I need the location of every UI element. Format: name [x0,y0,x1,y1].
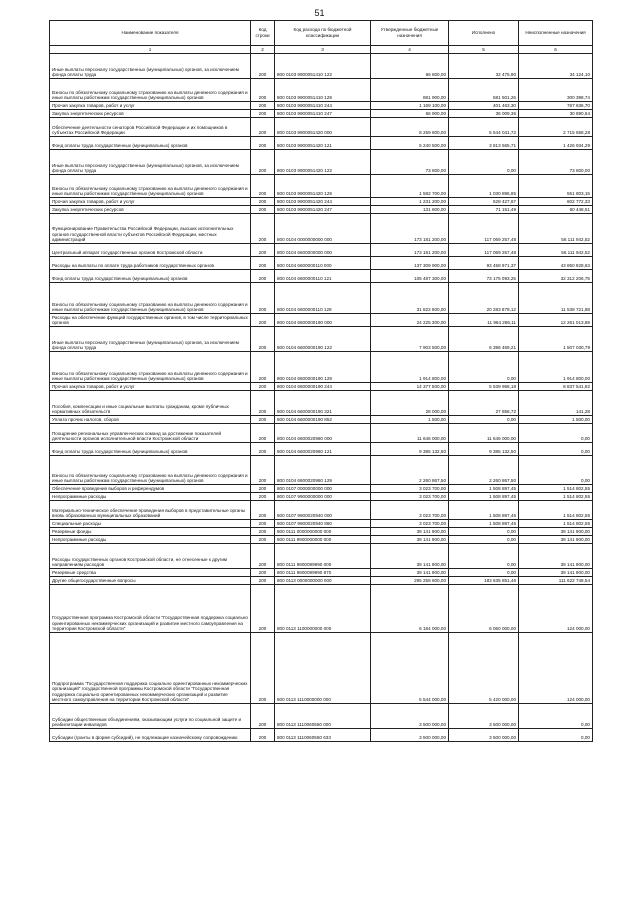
row-code-cell: 200 [251,102,275,110]
row-code-cell: 200 [251,244,275,257]
row-approved-cell: 131 600,00 [371,206,449,214]
row-name-cell: Расходы на обеспечение функций государственных органов, в том числе территориальных органов [50,314,251,327]
row-kbk-cell: 800 0103 9900051410 122 [275,54,371,79]
row-code-cell: 200 [251,314,275,327]
row-executed-cell: 1 508 897,45 [449,520,519,528]
row-name-cell: Иные выплаты персоналу государственных (муниципальных) органов, за исключением фонда оплаты труда [50,150,251,175]
row-code-cell: 200 [251,270,275,283]
row-approved-cell: 11 646 000,00 [371,424,449,443]
column-number: 3 [275,46,371,54]
row-approved-cell: 3 500 000,00 [371,729,449,742]
row-unexecuted-cell: 32 312 206,75 [519,270,593,283]
row-executed-cell: 71 151,49 [449,206,519,214]
row-executed-cell: 73 175 093,25 [449,270,519,283]
row-kbk-cell: 800 0107 0000000000 000 [275,485,371,493]
table-row [50,569,593,577]
row-approved-cell: 1 169 100,00 [371,102,449,110]
row-unexecuted-cell: 1 514 802,55 [519,501,593,520]
row-unexecuted-cell: 124 000,00 [519,633,593,704]
row-executed-cell: 27 858,72 [449,391,519,416]
row-kbk-cell: 800 0113 1100000000 000 [275,585,371,633]
table-row [50,198,593,206]
row-unexecuted-cell: 1 514 802,55 [519,493,593,501]
row-unexecuted-cell: 2 715 558,28 [519,118,593,137]
row-code-cell: 200 [251,585,275,633]
row-approved-cell: 39 141 900,00 [371,536,449,544]
row-name-cell: Прочая закупка товаров, работ и услуг [50,383,251,391]
row-name-cell: Резервные средства [50,569,251,577]
row-unexecuted-cell: 12 261 013,89 [519,314,593,327]
row-executed-cell: 11 646 000,00 [449,424,519,443]
row-code-cell: 200 [251,352,275,383]
column-number: 6 [519,46,593,54]
row-kbk-cell: 800 0103 9900051410 244 [275,102,371,110]
row-name-cell: Непрограммные расходы [50,536,251,544]
table-row [50,456,593,485]
row-executed-cell: 401 463,30 [449,102,519,110]
row-name-cell: Закупка энергетических ресурсов [50,206,251,214]
row-unexecuted-cell: 1 514 802,55 [519,520,593,528]
table-row [50,314,593,327]
row-approved-cell: 14 377 500,00 [371,383,449,391]
row-kbk-cell: 800 0104 0000000000 000 [275,214,371,244]
table-row [50,257,593,270]
row-unexecuted-cell: 11 538 721,88 [519,283,593,314]
row-name-cell: Уплата прочих налогов, сборов [50,416,251,424]
row-name-cell: Взносы по обязательному социальному страхованию на выплаты денежного содержания и иные выплаты работникам государственных (муниципальных) органов [50,175,251,198]
row-name-cell: Функционирование Правительства Российской Федерации, высших исполнительных органов государственной власти субъектов Российской Федерации, местных администраций [50,214,251,244]
row-name-cell: Фонд оплаты труда государственных (муниципальных) органов [50,443,251,456]
row-approved-cell: 3 023 700,00 [371,485,449,493]
row-kbk-cell: 800 0104 6600020960 000 [275,424,371,443]
row-kbk-cell: 800 0103 9900051420 244 [275,198,371,206]
row-code-cell: 200 [251,544,275,569]
row-approved-cell: 3 500 000,00 [371,704,449,729]
row-unexecuted-cell: 60 448,51 [519,206,593,214]
row-name-cell: Фонд оплаты труда государственных (муниципальных) органов [50,270,251,283]
row-unexecuted-cell: 39 141 900,00 [519,528,593,536]
row-unexecuted-cell: 56 111 942,52 [519,214,593,244]
row-approved-cell: 8 259 600,00 [371,118,449,137]
row-executed-cell: 5 420 000,00 [449,633,519,704]
row-kbk-cell: 800 0111 9900099990 870 [275,569,371,577]
row-name-cell: Иные выплаты персоналу государственных (муниципальных) органов, за исключением фонда оплаты труда [50,327,251,352]
row-executed-cell: 117 069 257,48 [449,214,519,244]
header-name: Наименование показателя [50,21,251,46]
row-unexecuted-cell: 43 850 928,63 [519,257,593,270]
table-row [50,633,593,704]
table-row [50,520,593,528]
row-code-cell: 200 [251,577,275,585]
row-code-cell: 200 [251,214,275,244]
table-row [50,577,593,585]
row-code-cell: 200 [251,79,275,102]
row-name-cell: Субсидии общественным объединениям, оказывающим услуги по социальной защите и реабилитации инвалидов [50,704,251,729]
table-row [50,175,593,198]
row-name-cell: Фонд оплаты труда государственных (муниципальных) органов [50,137,251,150]
table-row [50,501,593,520]
row-unexecuted-cell: 0,00 [519,704,593,729]
row-kbk-cell: 800 0104 6600000190 122 [275,327,371,352]
row-code-cell: 200 [251,198,275,206]
row-executed-cell: 3 500 000,00 [449,704,519,729]
row-approved-cell: 31 822 600,00 [371,283,449,314]
row-kbk-cell: 800 0104 6600000110 121 [275,270,371,283]
row-kbk-cell: 800 0104 6600000110 000 [275,257,371,270]
row-name-cell: Прочая закупка товаров, работ и услуг [50,198,251,206]
row-unexecuted-cell: 39 141 900,00 [519,544,593,569]
row-code-cell: 200 [251,443,275,456]
row-code-cell: 200 [251,456,275,485]
table-row [50,54,593,79]
row-code-cell: 200 [251,536,275,544]
row-approved-cell: 9 385 132,50 [371,443,449,456]
row-code-cell: 200 [251,175,275,198]
row-kbk-cell: 800 0103 9900051420 247 [275,206,371,214]
row-approved-cell: 5 240 500,00 [371,137,449,150]
row-approved-cell: 105 487 300,00 [371,270,449,283]
row-unexecuted-cell: 141,28 [519,391,593,416]
row-executed-cell: 9 385 132,50 [449,443,519,456]
table-row [50,536,593,544]
row-approved-cell: 73 600,00 [371,150,449,175]
row-kbk-cell: 800 0104 6600000190 000 [275,314,371,327]
row-executed-cell: 5 539 958,18 [449,383,519,391]
row-approved-cell: 1 500,00 [371,416,449,424]
row-name-cell: Специальные расходы [50,520,251,528]
row-kbk-cell: 800 0104 6600000110 129 [275,283,371,314]
header-approved: Утвержденные бюджетные назначения [371,21,449,46]
table-body [50,54,593,742]
row-code-cell: 200 [251,493,275,501]
table-row [50,704,593,729]
row-unexecuted-cell: 34 124,10 [519,54,593,79]
row-kbk-cell: 800 0113 1110000000 000 [275,633,371,704]
row-approved-cell: 6 184 000,00 [371,585,449,633]
budget-execution-table [49,20,593,742]
row-unexecuted-cell: 73 600,00 [519,150,593,175]
row-name-cell: Расходы государственных органов Костромской области, не отнесенные к другим направлениям расходов [50,544,251,569]
row-code-cell: 200 [251,729,275,742]
row-name-cell: Обеспечение деятельности сенаторов Российской Федерации и их помощников в субъектах Российской Федерации [50,118,251,137]
row-name-cell: Обеспечение проведения выборов и референдумов [50,485,251,493]
column-numbers-row [50,46,593,54]
row-kbk-cell: 800 0107 9900020940 000 [275,501,371,520]
row-name-cell: Иные выплаты персоналу государственных (муниципальных) органов, за исключением фонда оплаты труда [50,54,251,79]
table-row [50,118,593,137]
row-approved-cell: 66 600,00 [371,54,449,79]
row-unexecuted-cell: 39 141 900,00 [519,536,593,544]
row-unexecuted-cell: 0,00 [519,424,593,443]
row-name-cell: Подпрограмма "Государственная поддержка социально ориентированных некоммерческих организаций" государственной программы Костромской области "Государственная поддержка социально ориентированных некоммерческих организаций и развитие местного самоуправления на территории Костромской области" [50,633,251,704]
row-code-cell: 200 [251,327,275,352]
row-executed-cell: 36 009,36 [449,110,519,118]
row-name-cell: Взносы по обязательному социальному страхованию на выплаты денежного содержания и иные выплаты работникам государственных (муниципальных) органов [50,79,251,102]
row-approved-cell: 24 225 300,00 [371,314,449,327]
row-approved-cell: 39 141 900,00 [371,544,449,569]
row-executed-cell: 0,00 [449,544,519,569]
header-kbk: Код расхода по бюджетной классификации [275,21,371,46]
row-executed-cell: 1 030 896,85 [449,175,519,198]
row-kbk-cell: 800 0111 9900000000 000 [275,536,371,544]
row-executed-cell: 0,00 [449,536,519,544]
row-unexecuted-cell: 39 141 900,00 [519,569,593,577]
row-code-cell: 200 [251,137,275,150]
row-name-cell: Поощрение региональных управленческих команд за достижение показателей деятельности органов исполнительной власти Костромской области [50,424,251,443]
row-kbk-cell: 800 0113 1110060550 633 [275,729,371,742]
row-code-cell: 200 [251,704,275,729]
row-unexecuted-cell: 56 111 942,52 [519,244,593,257]
row-approved-cell: 2 260 867,50 [371,456,449,485]
row-approved-cell: 5 544 000,00 [371,633,449,704]
row-executed-cell: 1 508 897,45 [449,501,519,520]
row-name-cell: Закупка энергетических ресурсов [50,110,251,118]
row-executed-cell: 0,00 [449,150,519,175]
row-approved-cell: 28 000,00 [371,391,449,416]
row-executed-cell: 6 060 000,00 [449,585,519,633]
row-kbk-cell: 800 0104 6600020960 121 [275,443,371,456]
row-approved-cell: 1 582 700,00 [371,175,449,198]
row-executed-cell: 0,00 [449,352,519,383]
table-row [50,327,593,352]
table-row [50,79,593,102]
row-code-cell: 200 [251,257,275,270]
row-name-cell: Государственная программа Костромской области "Государственная поддержка социально ориентированных некоммерческих организаций и развитие местного самоуправления на территории Костромской области" [50,585,251,633]
row-unexecuted-cell: 1 500,00 [519,416,593,424]
row-executed-cell: 20 283 878,12 [449,283,519,314]
row-executed-cell: 581 501,26 [449,79,519,102]
row-approved-cell: 39 141 900,00 [371,569,449,577]
row-name-cell: Субсидии (гранты в форме субсидий), не подлежащие казначейскому сопровождению [50,729,251,742]
row-executed-cell: 93 458 971,37 [449,257,519,270]
row-code-cell: 200 [251,54,275,79]
row-name-cell: Прочая закупка товаров, работ и услуг [50,102,251,110]
row-code-cell: 200 [251,283,275,314]
row-approved-cell: 39 141 900,00 [371,528,449,536]
row-executed-cell: 628 427,67 [449,198,519,206]
row-kbk-cell: 800 0104 6600000190 852 [275,416,371,424]
header-unexecuted: Неисполненные назначения [519,21,593,46]
row-kbk-cell: 800 0107 9900020940 880 [275,520,371,528]
table-row [50,137,593,150]
row-unexecuted-cell: 300 398,74 [519,79,593,102]
row-unexecuted-cell: 124 000,00 [519,585,593,633]
row-code-cell: 200 [251,485,275,493]
table-row [50,443,593,456]
table-row [50,102,593,110]
row-approved-cell: 7 903 500,00 [371,327,449,352]
row-approved-cell: 66 900,00 [371,110,449,118]
row-unexecuted-cell: 0,00 [519,729,593,742]
row-kbk-cell: 800 0104 6600000190 244 [275,383,371,391]
column-number: 2 [251,46,275,54]
row-kbk-cell: 800 0113 1110060550 000 [275,704,371,729]
row-kbk-cell: 800 0111 0000000000 000 [275,528,371,536]
table-row [50,729,593,742]
table-row [50,485,593,493]
row-approved-cell: 173 181 200,00 [371,244,449,257]
row-unexecuted-cell: 1 914 800,00 [519,352,593,383]
row-kbk-cell: 800 0103 9900051420 000 [275,118,371,137]
row-unexecuted-cell: 1 426 934,29 [519,137,593,150]
row-executed-cell: 183 635 851,46 [449,577,519,585]
row-executed-cell: 1 508 897,45 [449,493,519,501]
row-kbk-cell: 800 0104 6600000190 321 [275,391,371,416]
row-code-cell: 200 [251,569,275,577]
column-number: 4 [371,46,449,54]
table-row [50,110,593,118]
row-code-cell: 200 [251,520,275,528]
row-approved-cell: 1 914 800,00 [371,352,449,383]
table-row [50,424,593,443]
row-name-cell: Взносы по обязательному социальному страхованию на выплаты денежного содержания и иные выплаты работникам государственных (муниципальных) органов [50,352,251,383]
row-kbk-cell: 800 0111 9900099990 000 [275,544,371,569]
row-name-cell: Центральный аппарат государственных органов Костромской области [50,244,251,257]
row-executed-cell: 5 544 041,72 [449,118,519,137]
row-approved-cell: 137 309 900,00 [371,257,449,270]
table-row [50,150,593,175]
row-kbk-cell: 800 0113 0000000000 000 [275,577,371,585]
table-row [50,585,593,633]
row-executed-cell: 0,00 [449,569,519,577]
table-row [50,383,593,391]
header-executed: Исполнено [449,21,519,46]
row-unexecuted-cell: 8 837 541,82 [519,383,593,391]
row-executed-cell: 11 964 286,11 [449,314,519,327]
row-name-cell: Материально-техническое обеспечение проведения выборов в представительные органы вновь образованных муниципальных образований [50,501,251,520]
row-unexecuted-cell: 767 636,70 [519,102,593,110]
table-row [50,352,593,383]
row-kbk-cell: 800 0103 9900051410 247 [275,110,371,118]
row-kbk-cell: 800 0103 9900051410 129 [275,79,371,102]
row-approved-cell: 295 258 600,00 [371,577,449,585]
row-executed-cell: 3 813 565,71 [449,137,519,150]
table-row [50,416,593,424]
row-name-cell: Расходы на выплаты по оплате труда работников государственных органов [50,257,251,270]
row-unexecuted-cell: 551 803,15 [519,175,593,198]
row-name-cell: Взносы по обязательному социальному страхованию на выплаты денежного содержания и иные выплаты работникам государственных (муниципальных) органов [50,456,251,485]
row-approved-cell: 173 181 200,00 [371,214,449,244]
row-code-cell: 200 [251,501,275,520]
row-name-cell: Пособия, компенсации и иные социальные выплаты гражданам, кроме публичных нормативных обязательств [50,391,251,416]
row-unexecuted-cell: 602 772,33 [519,198,593,206]
row-executed-cell: 1 508 897,45 [449,485,519,493]
row-approved-cell: 3 023 700,00 [371,501,449,520]
row-unexecuted-cell: 0,00 [519,443,593,456]
row-kbk-cell: 800 0103 9900051420 129 [275,175,371,198]
row-code-cell: 200 [251,206,275,214]
row-approved-cell: 881 900,00 [371,79,449,102]
row-code-cell: 200 [251,110,275,118]
table-row [50,206,593,214]
row-kbk-cell: 800 0107 9900000000 000 [275,493,371,501]
table-row [50,544,593,569]
row-kbk-cell: 800 0104 6600000000 000 [275,244,371,257]
row-approved-cell: 3 023 700,00 [371,520,449,528]
table-row [50,528,593,536]
table-row [50,391,593,416]
row-approved-cell: 1 231 200,00 [371,198,449,206]
row-code-cell: 200 [251,528,275,536]
row-code-cell: 200 [251,118,275,137]
table-header-row [50,21,593,46]
row-executed-cell: 117 069 257,48 [449,244,519,257]
row-name-cell: Непрограммные расходы [50,493,251,501]
row-kbk-cell: 800 0104 6600000190 129 [275,352,371,383]
row-approved-cell: 3 023 700,00 [371,493,449,501]
row-name-cell: Резервные фонды [50,528,251,536]
row-name-cell: Другие общегосударственные вопросы [50,577,251,585]
row-code-cell: 200 [251,150,275,175]
row-name-cell: Взносы по обязательному социальному страхованию на выплаты денежного содержания и иные выплаты работникам государственных (муниципальных) органов [50,283,251,314]
row-code-cell: 200 [251,416,275,424]
table-row [50,214,593,244]
row-executed-cell: 3 500 000,00 [449,729,519,742]
row-executed-cell: 32 475,90 [449,54,519,79]
table-row [50,493,593,501]
row-code-cell: 200 [251,391,275,416]
row-kbk-cell: 800 0104 6600020960 129 [275,456,371,485]
header-code: Код строки [251,21,275,46]
column-number: 5 [449,46,519,54]
row-code-cell: 200 [251,383,275,391]
row-unexecuted-cell: 0,00 [519,456,593,485]
row-unexecuted-cell: 1 507 030,79 [519,327,593,352]
row-executed-cell: 6 396 469,21 [449,327,519,352]
table-row [50,244,593,257]
page-number: 51 [314,8,325,18]
row-executed-cell: 0,00 [449,528,519,536]
row-code-cell: 200 [251,633,275,704]
row-executed-cell: 0,00 [449,416,519,424]
row-kbk-cell: 800 0103 9900051420 122 [275,150,371,175]
row-kbk-cell: 800 0103 9900051420 121 [275,137,371,150]
row-unexecuted-cell: 111 622 748,54 [519,577,593,585]
table-row [50,270,593,283]
row-unexecuted-cell: 1 514 802,55 [519,485,593,493]
row-code-cell: 200 [251,424,275,443]
row-unexecuted-cell: 30 890,64 [519,110,593,118]
column-number: 1 [50,46,251,54]
table-row [50,283,593,314]
row-executed-cell: 2 260 867,50 [449,456,519,485]
